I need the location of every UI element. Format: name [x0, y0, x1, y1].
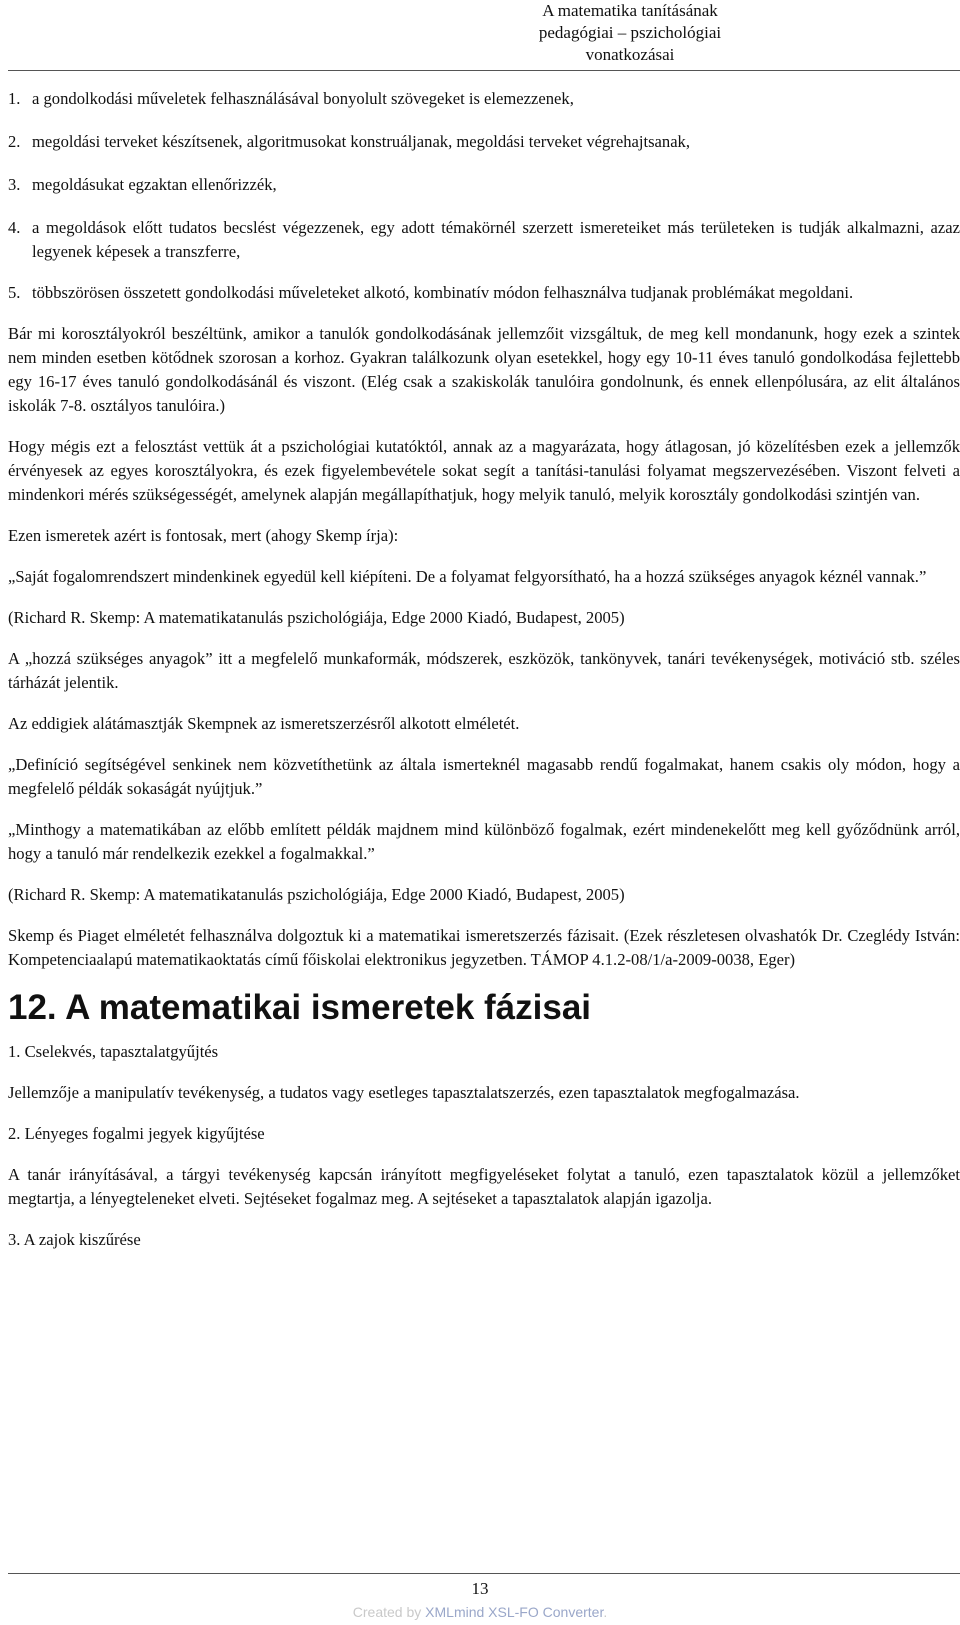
list-text: a gondolkodási műveletek felhasználásával bonyolult szövegeket is elemezzenek, — [32, 89, 574, 108]
body-paragraph: Skemp és Piaget elméletét felhasználva dolgoztuk ki a matematikai ismeretszerzés fázisait. (Ezek részletesen olvashatók Dr. Czeglédy István: Kompetenciaalapú matematikaoktatás című főiskolai elektronikus jegyzetben. TÁMOP 4.1.2-08/1/a-2009-0038, Eger) — [8, 926, 960, 969]
body-paragraph: Hogy mégis ezt a felosztást vettük át a pszichológiai kutatóktól, annak az a magyarázata, hogy átlagosan, jó közelítésben ezek a jellemzők érvényesek az egyes korosztályokra, és ezek figyelembevétele sokat segít a tanítási-tanulási folyamat megszervezésében. Viszont felveti a mindenkori mérés szükségességét, amelynek alapján megállapíthatjuk, hogy melyik tanuló, melyik korosztály gondolkodási szintjén van. — [8, 437, 960, 504]
list-item — [8, 281, 960, 305]
list-item — [8, 130, 960, 154]
quote-paragraph: „Minthogy a matematikában az előbb említett példák majdnem mind különböző fogalmak, ezért mindenekelőtt meg kell győződnünk arról, hogy a tanuló már rendelkezik ezekkel a fogalmakkal.” — [8, 820, 960, 863]
list-item — [8, 87, 960, 111]
quote-paragraph: „Definíció segítségével senkinek nem közvetíthetünk az általa ismerteknél magasabb rendű fogalmakat, hanem csakis oly módon, hogy a megfelelő példák sokaságát nyújtjuk.” — [8, 755, 960, 798]
running-header — [330, 0, 930, 66]
phase-title: 1. Cselekvés, tapasztalatgyűjtés — [8, 1042, 219, 1061]
list-number: 1. — [8, 89, 21, 108]
list-text: a megoldások előtt tudatos becslést végezzenek, egy adott témakörnél szerzett ismereteiket más területeken is tudják alkalmazni, azaz legyenek képesek a transzferre, — [32, 218, 960, 261]
body-paragraph: A „hozzá szükséges anyagok” itt a megfelelő munkaformák, módszerek, eszközök, tankönyvek, tanári tevékenységek, motiváció stb. széles tárházát jelentik. — [8, 649, 960, 692]
body-paragraph: Az eddigiek alátámasztják Skempnek az ismeretszerzésről alkotott elméletét. — [8, 714, 520, 733]
footer-rule — [8, 1573, 960, 1574]
credit-prefix: Created by — [352, 1604, 426, 1620]
list-text: többszörösen összetett gondolkodási műveleteket alkotó, kombinatív módon felhasználva tudjanak problémákat megoldani. — [32, 283, 854, 302]
phase-title: 3. A zajok kiszűrése — [8, 1230, 141, 1249]
list-item — [8, 216, 960, 264]
list-number: 4. — [8, 218, 21, 237]
page-content — [8, 70, 960, 1252]
quote-paragraph: „Saját fogalomrendszert mindenkinek egyedül kell kiépíteni. De a folyamat felgyorsítható, ha a hozzá szükséges anyagok kéznél vannak.” — [8, 567, 927, 586]
converter-credit — [0, 1603, 960, 1621]
body-paragraph: A tanár irányításával, a tárgyi tevékenység kapcsán irányított megfigyeléseket folytat a tanuló, ezen tapasztalatok közül a jellemzőket megtartja, a lényegteleneket elveti. Sejtéseket fogalmaz meg. A sejtéseket a tapasztalatok alapján igazolja. — [8, 1165, 960, 1208]
list-number: 2. — [8, 132, 21, 151]
header-line: A matematika tanításának — [542, 1, 718, 20]
header-line: vonatkozásai — [585, 45, 675, 64]
credit-suffix: . — [603, 1604, 608, 1620]
body-paragraph: Ezen ismeretek azért is fontosak, mert (ahogy Skemp írja): — [8, 526, 399, 545]
list-text: megoldásukat egzaktan ellenőrizzék, — [32, 175, 277, 194]
list-item — [8, 173, 960, 197]
credit-link[interactable]: XMLmind XSL-FO Converter — [425, 1604, 604, 1620]
header-line: pedagógiai – pszichológiai — [538, 23, 722, 42]
list-text: megoldási terveket készítsenek, algoritmusokat konstruáljanak, megoldási terveket végrehajtsanak, — [32, 132, 691, 151]
body-paragraph: Bár mi korosztályokról beszéltünk, amikor a tanulók gondolkodásának jellemzőit vizsgáltuk, de meg kell mondanunk, hogy ezek a szintek nem minden esetben kötődnek szorosan a korhoz. Gyakran találkozunk olyan esetekkel, hogy egy 10-11 éves tanuló gondolkodása fejlettebb egy 16-17 éves tanuló gondolkodásánál és viszont. (Elég csak a szakiskolák tanulóira gondolnunk, és ennek ellenpólusára, az elit általános iskolák 7-8. osztályos tanulóira.) — [8, 324, 960, 415]
page-number: 13 — [471, 1579, 489, 1598]
numbered-list — [8, 87, 960, 305]
phase-title: 2. Lényeges fogalmi jegyek kigyűjtése — [8, 1124, 265, 1143]
citation: (Richard R. Skemp: A matematikatanulás pszichológiája, Edge 2000 Kiadó, Budapest, 2005) — [8, 885, 625, 904]
body-paragraph: Jellemzője a manipulatív tevékenység, a tudatos vagy esetleges tapasztalatszerzés, ezen tapasztalatok megfogalmazása. — [8, 1083, 800, 1102]
list-number: 5. — [8, 283, 21, 302]
list-number: 3. — [8, 175, 21, 194]
section-heading: 12. A matematikai ismeretek fázisai — [8, 988, 592, 1027]
citation: (Richard R. Skemp: A matematikatanulás pszichológiája, Edge 2000 Kiadó, Budapest, 2005) — [8, 608, 625, 627]
